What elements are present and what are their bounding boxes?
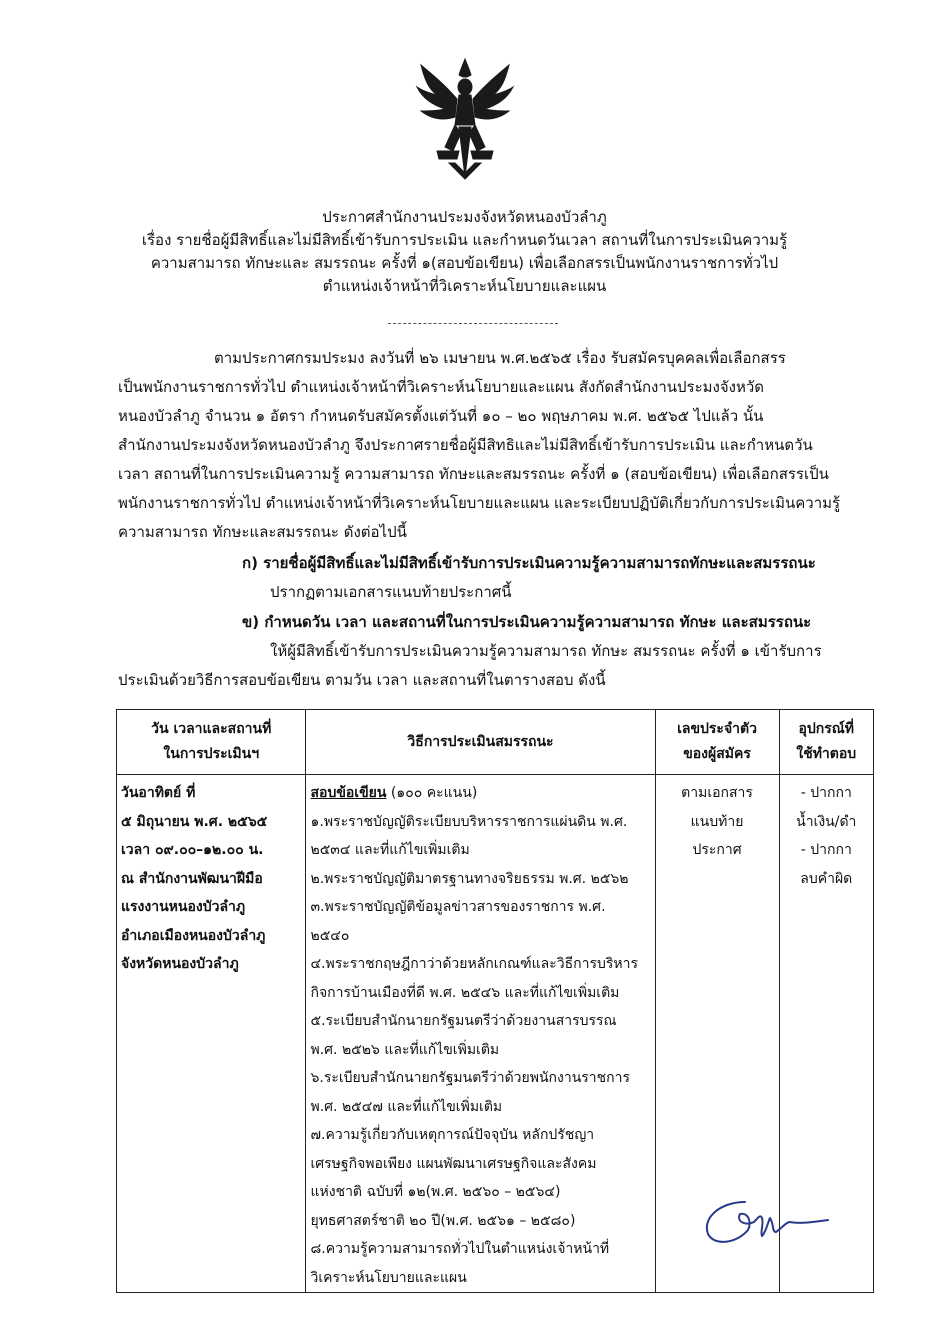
paragraph-line: ความสามารถ ทักษะและสมรรถนะ ดังต่อไปนี้: [118, 523, 407, 541]
cell-line: วิเคราะห์นโยบายและแผน: [310, 1269, 467, 1286]
cell-line: ลบคำผิด: [800, 870, 853, 887]
cell-line: น้ำเงิน/ดำ: [796, 813, 857, 830]
cell-line: ๕.ระเบียบสำนักนายกรัฐมนตรีว่าด้วยงานสารบรรณ: [310, 1013, 617, 1029]
cell-line: ยุทธศาสตร์ชาติ ๒๐ ปี(พ.ศ. ๒๕๖๑ – ๒๕๘๐): [310, 1212, 576, 1229]
cell-line: พ.ศ. ๒๕๔๗ และที่แก้ไขเพิ่มเติม: [310, 1098, 503, 1115]
header-divider: [388, 323, 558, 324]
method-title: [310, 779, 650, 808]
header-text: ในการประเมินฯ: [163, 746, 260, 762]
cell-line: - ปากกา: [800, 842, 852, 858]
cell-line: ๔.พระราชกฤษฎีกาว่าด้วยหลักเกณฑ์และวิธีการบริหาร: [310, 956, 639, 972]
cell-line: ๒๕๓๔ และที่แก้ไขเพิ่มเติม: [310, 842, 470, 858]
table-header-row: [117, 710, 874, 775]
header-text: เลขประจำตัว: [677, 721, 757, 737]
cell-method: [306, 775, 655, 1293]
cell-line: ณ สำนักงานพัฒนาฝีมือ: [121, 870, 263, 887]
cell-line: ๘.ความรู้ความสามารถทั่วไปในตำแหน่งเจ้าหน้าที่: [310, 1241, 610, 1257]
header-datetime-place: [117, 710, 306, 775]
signature: [690, 1192, 830, 1252]
header-text: อุปกรณ์ที่: [798, 721, 855, 737]
paragraph-line: สำนักงานประมงจังหวัดหนองบัวลำภู จึงประกาศรายชื่อผู้มีสิทธิและไม่มีสิทธิ์เข้ารับการประเมิน และกำหนดวัน: [118, 436, 813, 454]
cell-line: เศรษฐกิจพอเพียง แผนพัฒนาเศรษฐกิจและสังคม: [310, 1155, 597, 1172]
cell-line: แห่งชาติ ฉบับที่ ๑๒(พ.ศ. ๒๕๖๐ – ๒๕๖๔): [310, 1184, 561, 1200]
header-line: ตำแหน่งเจ้าหน้าที่วิเคราะห์นโยบายและแผน: [322, 277, 607, 295]
method-score: (๑๐๐ คะแนน): [386, 785, 478, 801]
header-text: วิธีการประเมินสมรรถนะ: [407, 733, 554, 750]
header-text: ใช้ทำตอบ: [796, 746, 857, 762]
item-a-heading: ก) รายชื่อผู้มีสิทธิ์และไม่มีสิทธิ์เข้ารับการประเมินความรู้ความสามารถทักษะและสมรรถนะ: [242, 554, 816, 572]
paragraph-line: เวลา สถานที่ในการประเมินความรู้ ความสามารถ ทักษะและสมรรถนะ ครั้งที่ ๑ (สอบข้อเขียน) เพื่อเลือกสรรเป็น: [118, 465, 829, 483]
cell-line: ๗.ความรู้เกี่ยวกับเหตุการณ์ปัจจุบัน หลักปรัชญา: [310, 1127, 595, 1143]
header-method: [306, 710, 655, 775]
cell-line: แนบท้าย: [690, 813, 744, 830]
header-text: ของผู้สมัคร: [683, 746, 751, 762]
header-line: เรื่อง รายชื่อผู้มีสิทธิ์และไม่มีสิทธิ์เข้ารับการประเมิน และกำหนดวันเวลา สถานที่ในการประเมินความรู้: [141, 231, 788, 249]
paragraph-line: พนักงานราชการทั่วไป ตำแหน่งเจ้าหน้าที่วิเคราะห์นโยบายและแผน และระเบียบปฏิบัติเกี่ยวกับการประเมินความรู้: [118, 494, 841, 512]
cell-line: จังหวัดหนองบัวลำภู: [121, 956, 239, 972]
header-applicant-id: [655, 710, 779, 775]
cell-line: ๒.พระราชบัญญัติมาตรฐานทางจริยธรรม พ.ศ. ๒๕๖๒: [310, 870, 629, 887]
announcement-header: [0, 206, 929, 298]
cell-line: อำเภอเมืองหนองบัวลำภู: [121, 927, 266, 944]
header-line: ความสามารถ ทักษะและ สมรรถนะ ครั้งที่ ๑(สอบข้อเขียน) เพื่อเลือกสรรเป็นพนักงานราชการทั่วไป: [150, 254, 779, 272]
cell-line: ๑.พระราชบัญญัติระเบียบบริหารราชการแผ่นดิน พ.ศ.: [310, 813, 628, 830]
cell-line: เวลา ๐๙.๐๐–๑๒.๐๐ น.: [121, 842, 264, 858]
paragraph-line: หนองบัวลำภู จำนวน ๑ อัตรา กำหนดรับสมัครตั้งแต่วันที่ ๑๐ – ๒๐ พฤษภาคม พ.ศ. ๒๕๖๕ ไปแล้ว นั้น: [118, 407, 764, 425]
paragraph-line: ตามประกาศกรมประมง ลงวันที่ ๒๖ เมษายน พ.ศ.๒๕๖๕ เรื่อง รับสมัครบุคคลเพื่อเลือกสรร: [214, 349, 786, 367]
garuda-emblem: [415, 55, 515, 180]
method-title-text: สอบข้อเขียน: [310, 785, 387, 801]
cell-line: แรงงานหนองบัวลำภู: [121, 899, 246, 915]
header-line: ประกาศสำนักงานประมงจังหวัดหนองบัวลำภู: [322, 208, 607, 226]
cell-line: กิจการบ้านเมืองที่ดี พ.ศ. ๒๕๔๖ และที่แก้ไขเพิ่มเติม: [310, 984, 620, 1001]
cell-line: ๒๕๔๐: [310, 927, 350, 944]
cell-line: พ.ศ. ๒๕๒๖ และที่แก้ไขเพิ่มเติม: [310, 1041, 500, 1058]
item-b-line: ให้ผู้มีสิทธิ์เข้ารับการประเมินความรู้ความสามารถ ทักษะ สมรรถนะ ครั้งที่ ๑ เข้ารับการ: [270, 642, 822, 660]
cell-line: ๕ มิถุนายน พ.ศ. ๒๕๖๕: [121, 813, 268, 830]
cell-line: - ปากกา: [800, 785, 852, 801]
cell-line: ๓.พระราชบัญญัติข้อมูลข่าวสารของราชการ พ.ศ.: [310, 899, 606, 915]
cell-line: ตามเอกสาร: [681, 785, 753, 801]
item-b-line: ประเมินด้วยวิธีการสอบข้อเขียน ตามวัน เวลา และสถานที่ในตารางสอบ ดังนี้: [118, 671, 606, 689]
cell-line: ๖.ระเบียบสำนักนายกรัฐมนตรีว่าด้วยพนักงานราชการ: [310, 1070, 631, 1086]
header-equipment: [779, 710, 873, 775]
item-b-heading: ข) กำหนดวัน เวลา และสถานที่ในการประเมินความรู้ความสามารถ ทักษะ และสมรรถนะ: [242, 613, 812, 631]
cell-line: ประกาศ: [692, 842, 742, 858]
item-a-text: ปรากฏตามเอกสารแนบท้ายประกาศนี้: [270, 583, 512, 601]
paragraph-line: เป็นพนักงานราชการทั่วไป ตำแหน่งเจ้าหน้าที่วิเคราะห์นโยบายและแผน สังกัดสำนักงานประมงจังหวัด: [118, 378, 765, 396]
header-text: วัน เวลาและสถานที่: [151, 721, 272, 737]
cell-datetime-place: [117, 775, 306, 1293]
cell-line: วันอาทิตย์ ที่: [121, 785, 196, 801]
